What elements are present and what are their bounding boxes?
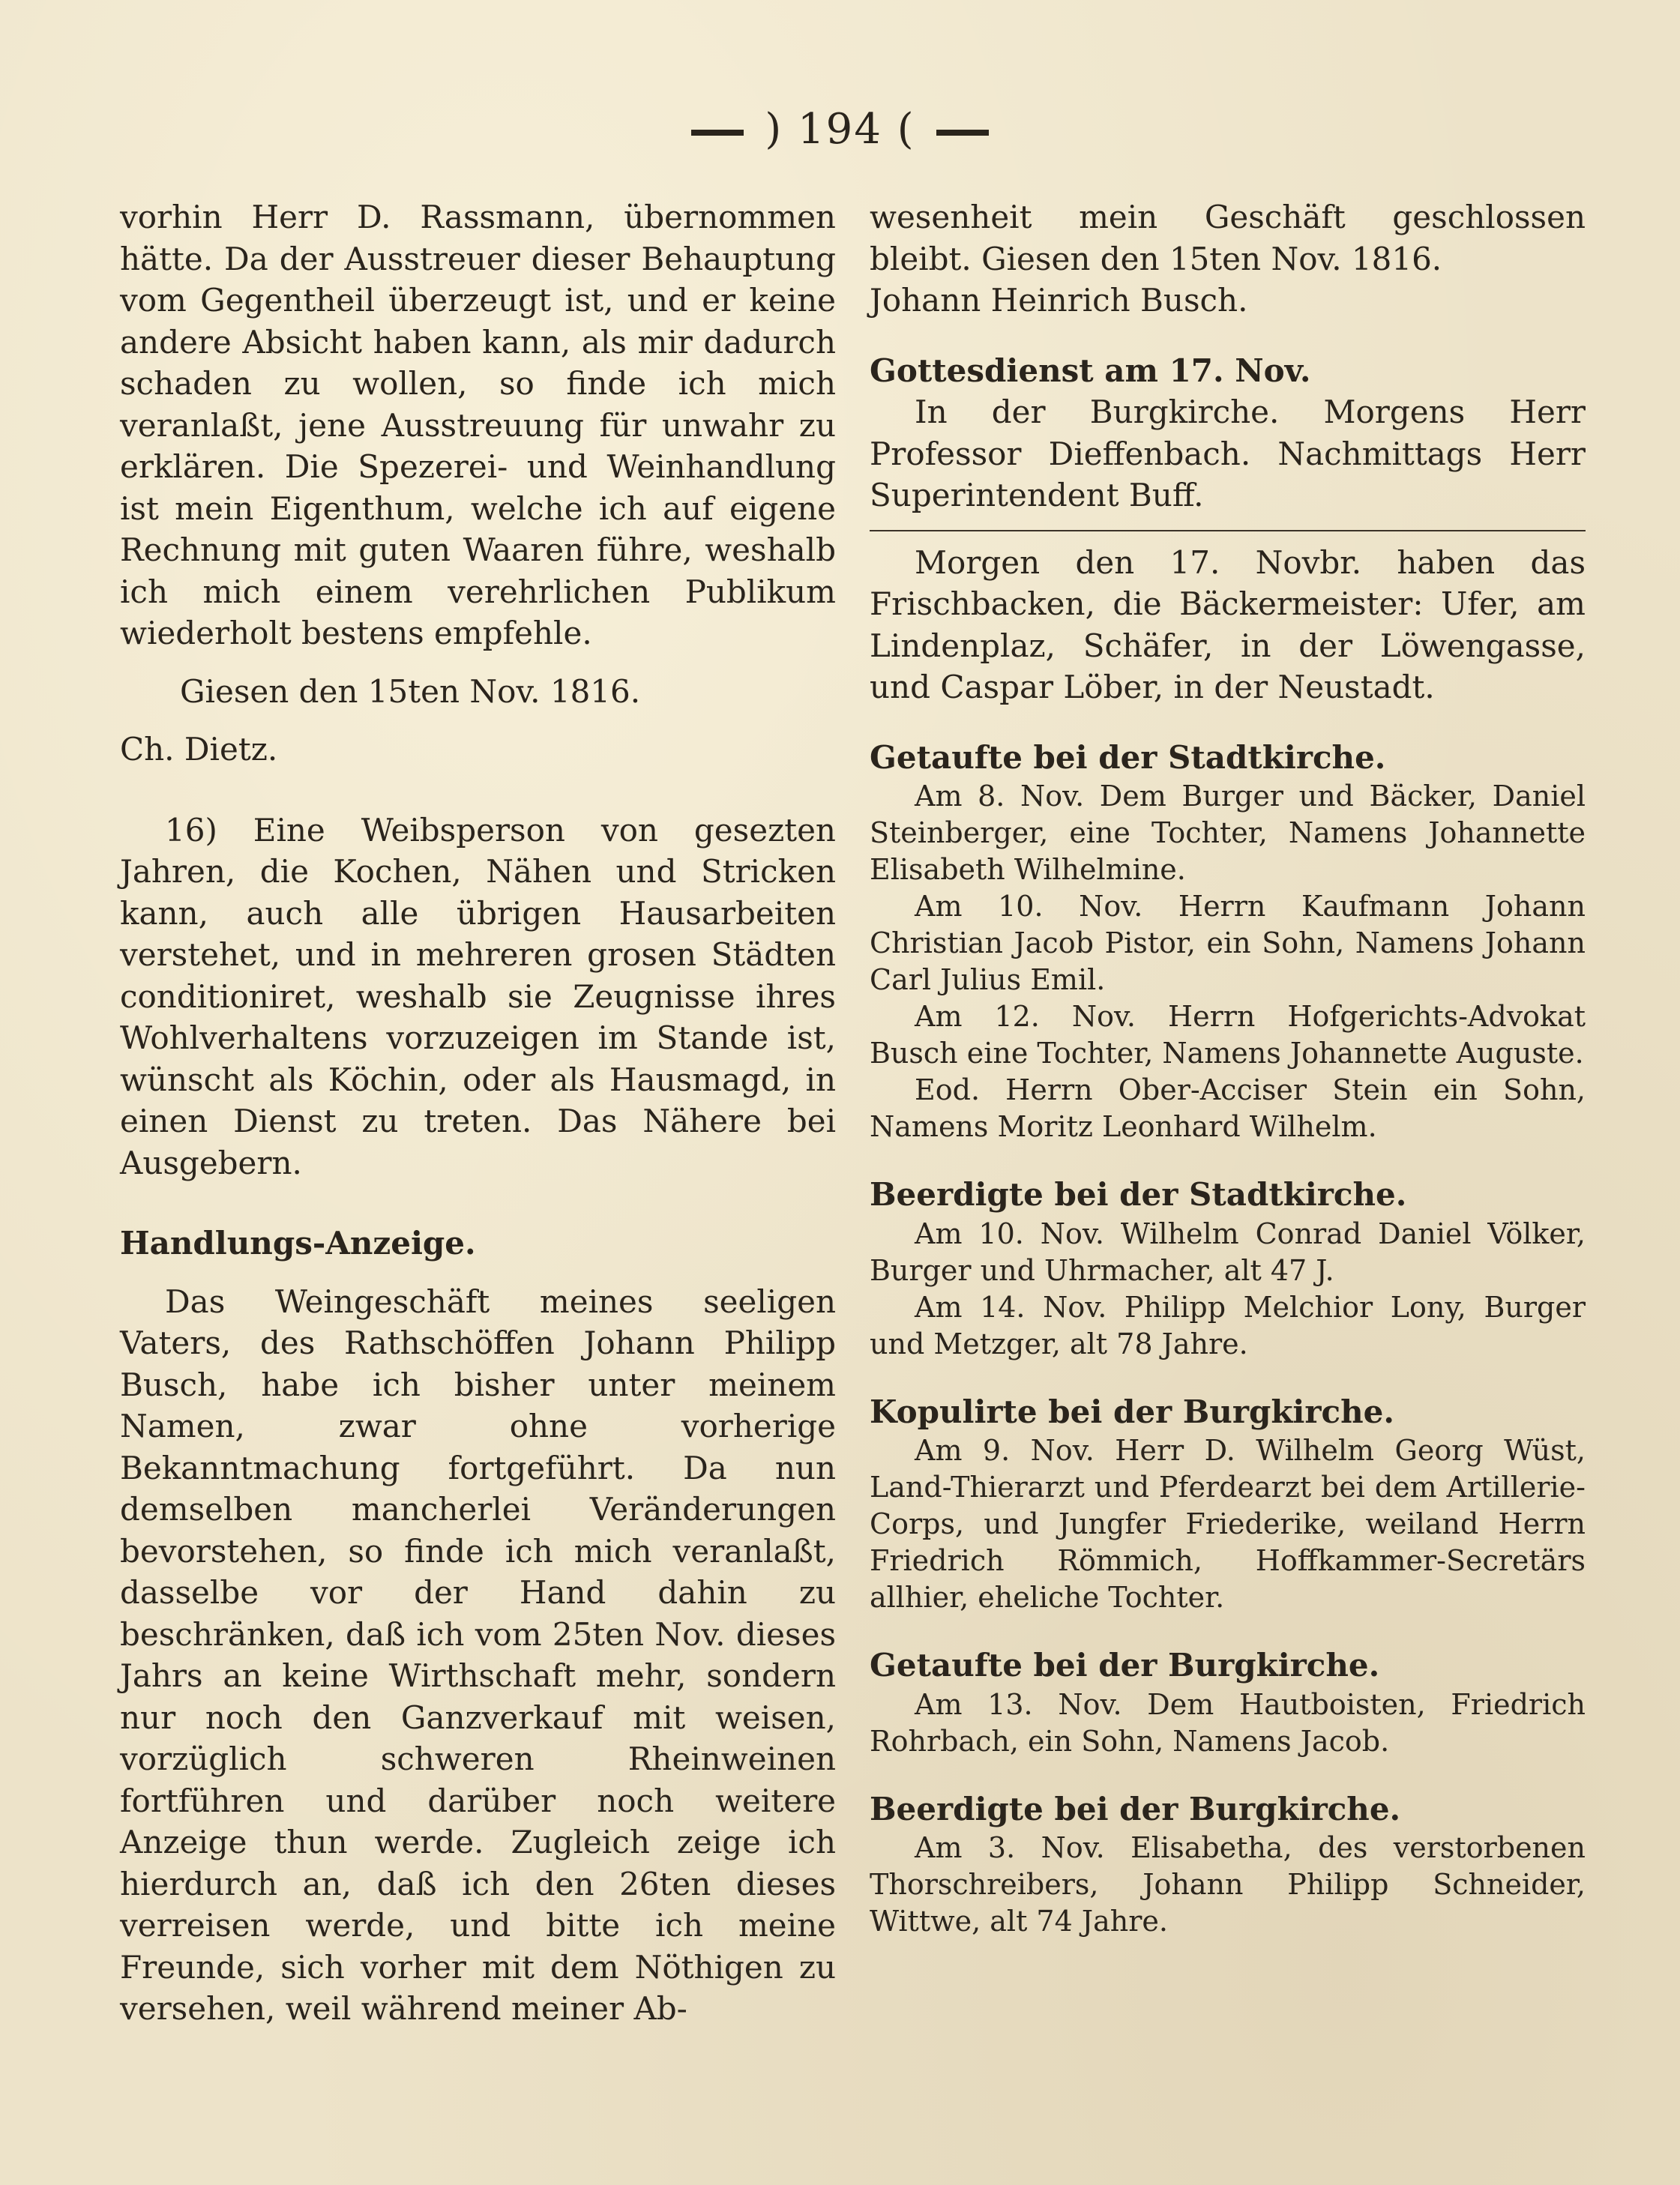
left-column [120,196,836,2030]
date-line: Giesen den 15ten Nov. 1816. [180,672,641,710]
text-frischbacken: Morgen den 17. Novbr. haben das Frischbacken, die Bäckermeister: Ufer, am Lindenplaz, Schäfer, in der Löwengasse, und Caspar Löber, in der Neustadt. [870,543,1586,705]
entry-getaufte-burg-1: Am 13. Nov. Dem Hautboisten, Friedrich Rohrbach, ein Sohn, Namens Jacob. [870,1687,1586,1758]
header-dash-left [691,130,744,136]
entry-getaufte-stadt-2: Am 10. Nov. Herrn Kaufmann Johann Christian Jacob Pistor, ein Sohn, Namens Johann Carl Julius Emil. [870,890,1586,996]
heading-gottesdienst: Gottesdienst am 17. Nov. [870,352,1311,389]
entry-kopulirte-1: Am 9. Nov. Herr D. Wilhelm Georg Wüst, Land-Thierarzt und Pferdearzt bei dem Artillerie-Corps, und Jungfer Friederike, weiland Herrn Friedrich Römmich, Hoffkammer-Secretärs allhier, eheliche Tochter. [870,1434,1586,1614]
page-number: ) 194 ( [765,105,915,154]
signature-dietz: Ch. Dietz. [120,731,278,768]
heading-getaufte-stadtkirche: Getaufte bei der Stadtkirche. [870,738,1386,776]
header-dash-right [936,130,989,136]
entry-beerdigte-stadt-2: Am 14. Nov. Philipp Melchior Lony, Burger und Metzger, alt 78 Jahre. [870,1290,1586,1360]
signature-busch: Johann Heinrich Busch. [870,282,1248,319]
entry-beerdigte-burg-1: Am 3. Nov. Elisabetha, des verstorbenen Thorschreibers, Johann Philipp Schneider, Wittwe, alt 74 Jahre. [870,1831,1586,1938]
text-dietz-notice: vorhin Herr D. Rassmann, übernommen hätte. Da der Ausstreuer dieser Behauptung vom Gegentheil überzeugt ist, und er keine andere Absicht haben kann, als mir dadurch schaden zu wollen, so finde ich mich veranlaßt, jene Ausstreuung für unwahr zu erklären. Die Spezerei- und Weinhandlung ist mein Eigenthum, welche ich auf eigene Rechnung mit guten Waaren führe, weshalb ich mich einem verehrlichen Publikum wiederholt bestens empfehle. [120,199,836,651]
entry-getaufte-stadt-3: Am 12. Nov. Herrn Hofgerichts-Advokat Busch eine Tochter, Namens Johannette Auguste. [870,1000,1586,1070]
text-weingeschaeft: Das Weingeschäft meines seeligen Vaters, des Rathschöffen Johann Philipp Busch, habe ich bisher unter meinem Namen, zwar ohne vorherige Bekanntmachung fortgeführt. Da nun demselben mancherlei Veränderungen bevorstehen, so finde ich mich veranlaßt, dasselbe vor der Hand dahin zu beschränken, daß ich vom 25ten Nov. dieses Jahrs an keine Wirthschaft mehr, sondern nur noch den Ganzverkauf mit weisen, vorzüglich schweren Rheinweinen fortführen und darüber noch weitere Anzeige thun werde. Zugleich zeige ich hierdurch an, daß ich den 26ten dieses verreisen werde, und bitte ich meine Freunde, sich vorher mit dem Nöthigen zu versehen, weil während meiner Ab- [120,1283,836,2027]
page-header [0,105,1680,154]
right-column [870,196,1586,1940]
divider-rule [870,530,1586,531]
heading-beerdigte-burgkirche: Beerdigte bei der Burgkirche. [870,1790,1401,1827]
heading-kopulirte-burgkirche: Kopulirte bei der Burgkirche. [870,1393,1394,1430]
text-gottesdienst: In der Burgkirche. Morgens Herr Professor Dieffenbach. Nachmittags Herr Superintendent Buff. [870,394,1586,513]
heading-getaufte-burgkirche: Getaufte bei der Burgkirche. [870,1647,1380,1684]
heading-handlungs-anzeige: Handlungs-Anzeige. [120,1225,476,1262]
notice-16: 16) Eine Weibsperson von gesezten Jahren, die Kochen, Nähen und Stricken kann, auch alle übrigen Hausarbeiten verstehet, und in mehreren grosen Städten conditioniret, weshalb sie Zeugnisse ihres Wohlverhaltens vorzuzeigen im Stande ist, wünscht als Köchin, oder als Hausmagd, in einen Dienst zu treten. Das Nähere bei Ausgebern. [120,811,836,1181]
entry-getaufte-stadt-4: Eod. Herrn Ober-Acciser Stein ein Sohn, Namens Moritz Leonhard Wilhelm. [870,1073,1586,1143]
text-continuation: wesenheit mein Geschäft geschlossen bleibt. Giesen den 15ten Nov. 1816. [870,199,1586,277]
heading-beerdigte-stadtkirche: Beerdigte bei der Stadtkirche. [870,1176,1407,1213]
entry-beerdigte-stadt-1: Am 10. Nov. Wilhelm Conrad Daniel Völker, Burger und Uhrmacher, alt 47 J. [870,1217,1586,1287]
entry-getaufte-stadt-1: Am 8. Nov. Dem Burger und Bäcker, Daniel Steinberger, eine Tochter, Namens Johannette Elisabeth Wilhelmine. [870,780,1586,886]
